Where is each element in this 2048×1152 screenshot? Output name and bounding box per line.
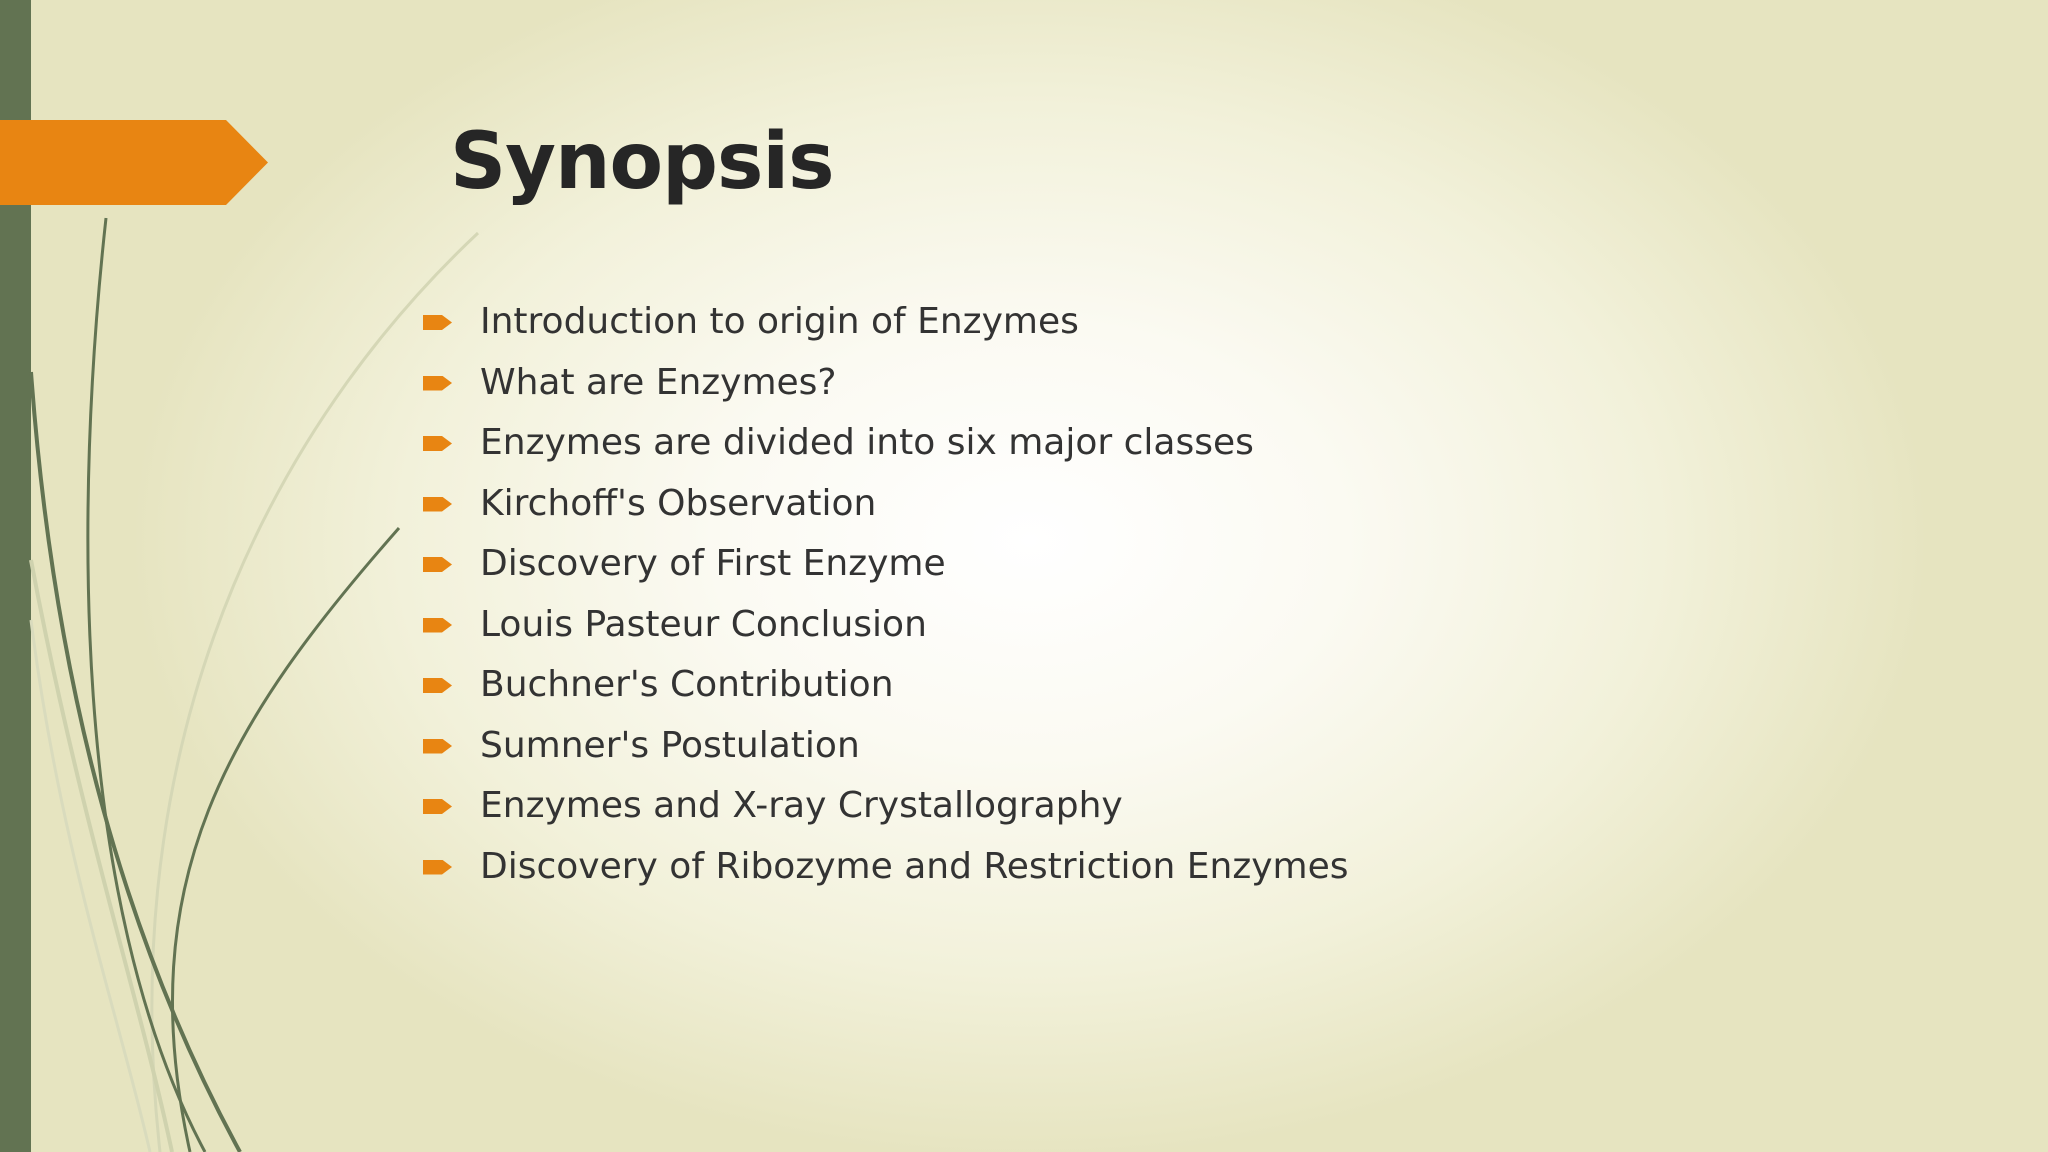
list-item-text: Sumner's Postulation	[480, 724, 860, 766]
list-item-text: Enzymes are divided into six major classes	[480, 422, 1254, 463]
arrow-bullet-icon	[423, 618, 452, 633]
list-item	[423, 655, 1349, 716]
list-item-text: Discovery of First Enzyme	[480, 543, 946, 584]
arrow-bullet-icon	[423, 860, 452, 875]
arrow-bullet-icon	[423, 678, 452, 693]
list-item-text: Louis Pasteur Conclusion	[480, 603, 927, 645]
list-item	[423, 595, 1349, 656]
grass-line-1	[88, 218, 205, 1152]
slide-title: Synopsis	[450, 117, 834, 207]
list-item	[423, 837, 1349, 898]
title-tab-arrow	[0, 120, 268, 205]
list-item-text: Introduction to origin of Enzymes	[480, 301, 1079, 342]
arrow-bullet-icon	[423, 315, 452, 330]
bullet-list	[423, 292, 1349, 897]
list-item	[423, 353, 1349, 414]
arrow-bullet-icon	[423, 557, 452, 572]
grass-line-faint-3	[31, 620, 150, 1152]
list-item	[423, 716, 1349, 777]
list-item-text: Kirchoff's Observation	[480, 482, 877, 524]
list-item-text: What are Enzymes?	[480, 361, 837, 403]
grass-line-2	[31, 372, 240, 1152]
arrow-bullet-icon	[423, 799, 452, 814]
list-item-text: Enzymes and X-ray Crystallography	[480, 785, 1123, 826]
list-item	[423, 413, 1349, 474]
grass-line-3	[172, 528, 399, 1152]
list-item	[423, 474, 1349, 535]
arrow-bullet-icon	[423, 376, 452, 391]
list-item	[423, 776, 1349, 837]
list-item	[423, 534, 1349, 595]
arrow-bullet-icon	[423, 739, 452, 754]
list-item-text: Buchner's Contribution	[480, 664, 894, 705]
list-item	[423, 292, 1349, 353]
grass-line-faint-2	[31, 560, 172, 1152]
list-item-text: Discovery of Ribozyme and Restriction Enzymes	[480, 845, 1349, 887]
arrow-bullet-icon	[423, 436, 452, 451]
arrow-bullet-icon	[423, 497, 452, 512]
